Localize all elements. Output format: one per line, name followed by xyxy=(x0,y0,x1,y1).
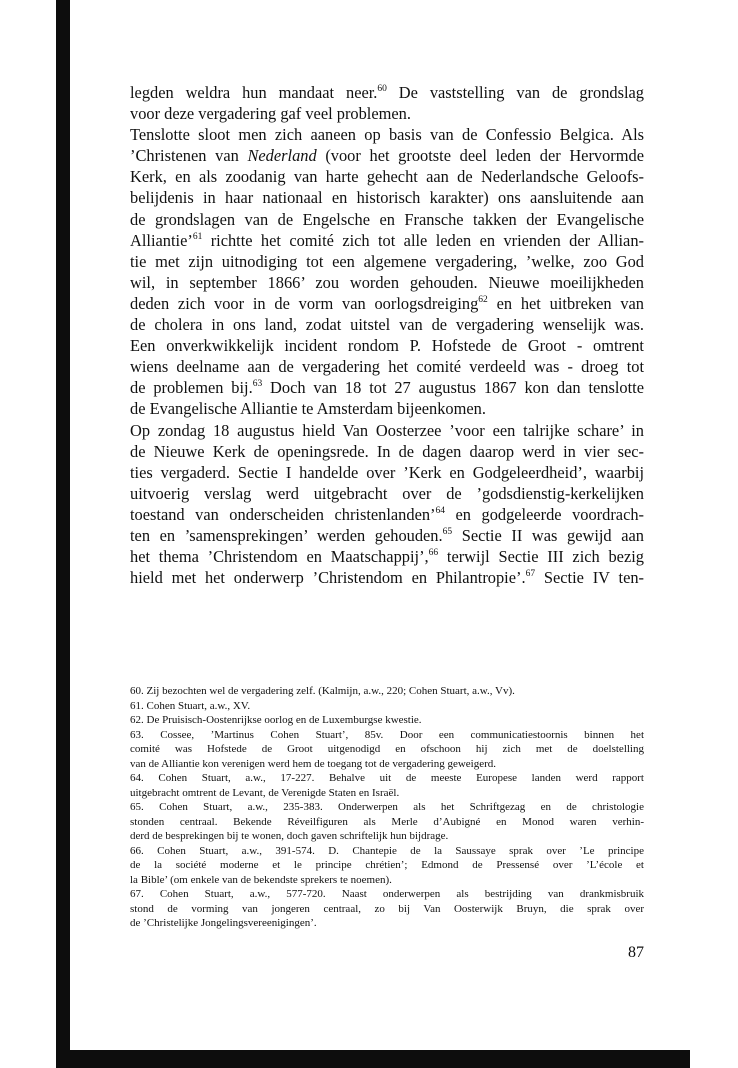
body-line: Op zondag 18 augustus hield Van Oosterzee ’voor een talrijke schare’ in xyxy=(130,420,644,440)
footnote-marker: 65 xyxy=(442,526,453,537)
footnote xyxy=(130,887,644,931)
body-line: de Evangelische Alliantie te Amsterdam bijeenkomen. xyxy=(130,399,486,419)
body-line: belijdenis in haar nationaal en historisch karakter) ons aansluitende aan xyxy=(130,188,644,208)
body-line: Een onverkwikkelijk incident rondom P. Hofstede de Groot - omtrent xyxy=(130,336,644,356)
footnote-marker: 61 xyxy=(192,231,203,242)
footnote-line: de la société moderne et le principe chrétien’; Edmond de Pressensé over ’L’école et xyxy=(130,859,644,871)
body-line: wil, in september 1866’ zou worden gehouden. Nieuwe moeilijkheden xyxy=(130,272,644,292)
body-line: wiens deelname aan de vergadering het comité verdeeld was - droeg tot xyxy=(130,357,644,377)
footnote-line: stond de vorming van jongeren centraal, zo bij Van Oosterwijk Bruyn, die sprak over xyxy=(130,902,644,915)
emphasis: Nederland xyxy=(247,146,317,166)
footnote-line: 62. De Pruisisch-Oostenrijkse oorlog en de Luxemburgse kwestie. xyxy=(130,714,422,726)
body-line: Kerk, en als zoodanig van harte gehecht aan de Nederlandsche Geloofs- xyxy=(130,167,644,187)
body-line: de Nieuwe Kerk de openingsrede. In de dagen daarop werd in vier sec- xyxy=(130,441,644,461)
footnotes xyxy=(130,684,644,931)
footnote-marker: 66 xyxy=(428,548,439,559)
body-line: uitvoerig verslag werd uitgebracht over de ’godsdienstig-kerkelijken xyxy=(130,483,644,503)
footnote xyxy=(130,713,644,728)
footnote-marker: 63 xyxy=(252,379,263,390)
footnote-line: derd de besprekingen bij te wonen, doch gaven schriftelijk hun bijdrage. xyxy=(130,830,449,842)
body-line: voor deze vergadering gaf veel problemen. xyxy=(130,104,411,124)
footnote-line: 63. Cossee, ’Martinus Cohen Stuart’, 85v. Door een communicatiestoornis binnen het xyxy=(130,728,644,741)
page-number: 87 xyxy=(628,944,644,961)
body-line: de cholera in ons land, zodat uitstel van de vergadering wenselijk was. xyxy=(130,315,644,335)
body-line: Tenslotte sloot men zich aaneen op basis van de Confessio Belgica. Als xyxy=(130,125,644,145)
body-line: legden weldra hun mandaat neer.$^{60}$ De vaststelling van de grondslag xyxy=(130,83,644,102)
footnote-line: 65. Cohen Stuart, a.w., 235-383. Onderwerpen als het Schriftgezag en de christologie xyxy=(130,801,644,813)
body-line: deden zich voor in de vorm van oorlogsdreiging$^{62}$ en het uitbreken van xyxy=(130,293,644,313)
body-line: de problemen bij.$^{63}$ Doch van 18 tot 27 augustus 1867 kon dan tenslotte xyxy=(130,378,644,398)
footnote-line: 66. Cohen Stuart, a.w., 391-574. D. Chantepie de la Saussaye sprak over ’Le principe xyxy=(130,844,644,857)
body-line: Alliantie’$^{61}$ richtte het comité zich tot alle leden en vrienden der Allian- xyxy=(130,230,644,250)
body-line: ’Christenen van Nederland (voor het grootste deel leden der Hervormde xyxy=(130,146,644,166)
scan-border-bottom xyxy=(56,1050,690,1068)
body-line: ties vergaderd. Sectie I handelde over ’Kerk en Godgeleerdheid’, waarbij xyxy=(130,462,644,482)
body-line: hield met het onderwerp ’Christendom en Philantropie’.$^{67}$ Sectie IV ten- xyxy=(130,568,644,588)
footnote xyxy=(130,771,644,800)
footnote-line: stonden centraal. Bekende Réveilfiguren als Merle d’Aubigné en Monod waren verhin- xyxy=(130,815,644,828)
body-line: toestand van onderscheiden christenlanden’$^{64}$ en godgeleerde voordrach- xyxy=(130,504,644,524)
footnote xyxy=(130,844,644,888)
footnote xyxy=(130,699,644,714)
body-line: het thema ’Christendom en Maatschappij’,$^{66}$ terwijl Sectie III zich bezig xyxy=(130,547,644,567)
body-line: de grondslagen van de Engelsche en Fransche takken der Evangelische xyxy=(130,209,644,229)
footnote xyxy=(130,800,644,844)
footnote-line: 61. Cohen Stuart, a.w., XV. xyxy=(130,699,251,712)
footnote-line: uitgebracht omtrent de Levant, de Verenigde Staten en Israël. xyxy=(130,786,400,799)
footnote-marker: 62 xyxy=(478,294,488,305)
body-line: tie met zijn uitnodiging tot een algemene vergadering, ’welke, zoo God xyxy=(130,251,644,271)
footnote-marker: 67 xyxy=(525,569,536,580)
footnote-line: van de Alliantie kon verenigen werd hem de toegang tot de vergadering geweigerd. xyxy=(130,757,497,770)
footnote-line: la Bible’ (om enkele van de bekendste sprekers te noemen). xyxy=(130,873,392,886)
body-text xyxy=(130,82,644,588)
scan-border-left xyxy=(56,0,70,1068)
footnote-marker: 60 xyxy=(377,84,387,94)
footnote-line: comité was Hofstede de Groot uitgenodigd en ofschoon hij zich met de doelstelling xyxy=(130,743,644,755)
footnote-line: 67. Cohen Stuart, a.w., 577-720. Naast onderwerpen als bestrijding van drankmisbruik xyxy=(130,888,644,900)
footnote-line: 60. Zij bezochten wel de vergadering zelf. (Kalmijn, a.w., 220; Cohen Stuart, a.w., Vv). xyxy=(130,685,515,697)
body-line: ten en ’samensprekingen’ werden gehouden.$^{65}$ Sectie II was gewijd aan xyxy=(130,525,644,545)
footnote-marker: 64 xyxy=(435,505,446,516)
footnote-line: de ’Christelijke Jongelingsvereenigingen’. xyxy=(130,917,317,929)
footnote xyxy=(130,728,644,772)
footnote-line: 64. Cohen Stuart, a.w., 17-227. Behalve uit de meeste Europese landen werd rapport xyxy=(130,772,644,784)
footnote xyxy=(130,684,644,699)
